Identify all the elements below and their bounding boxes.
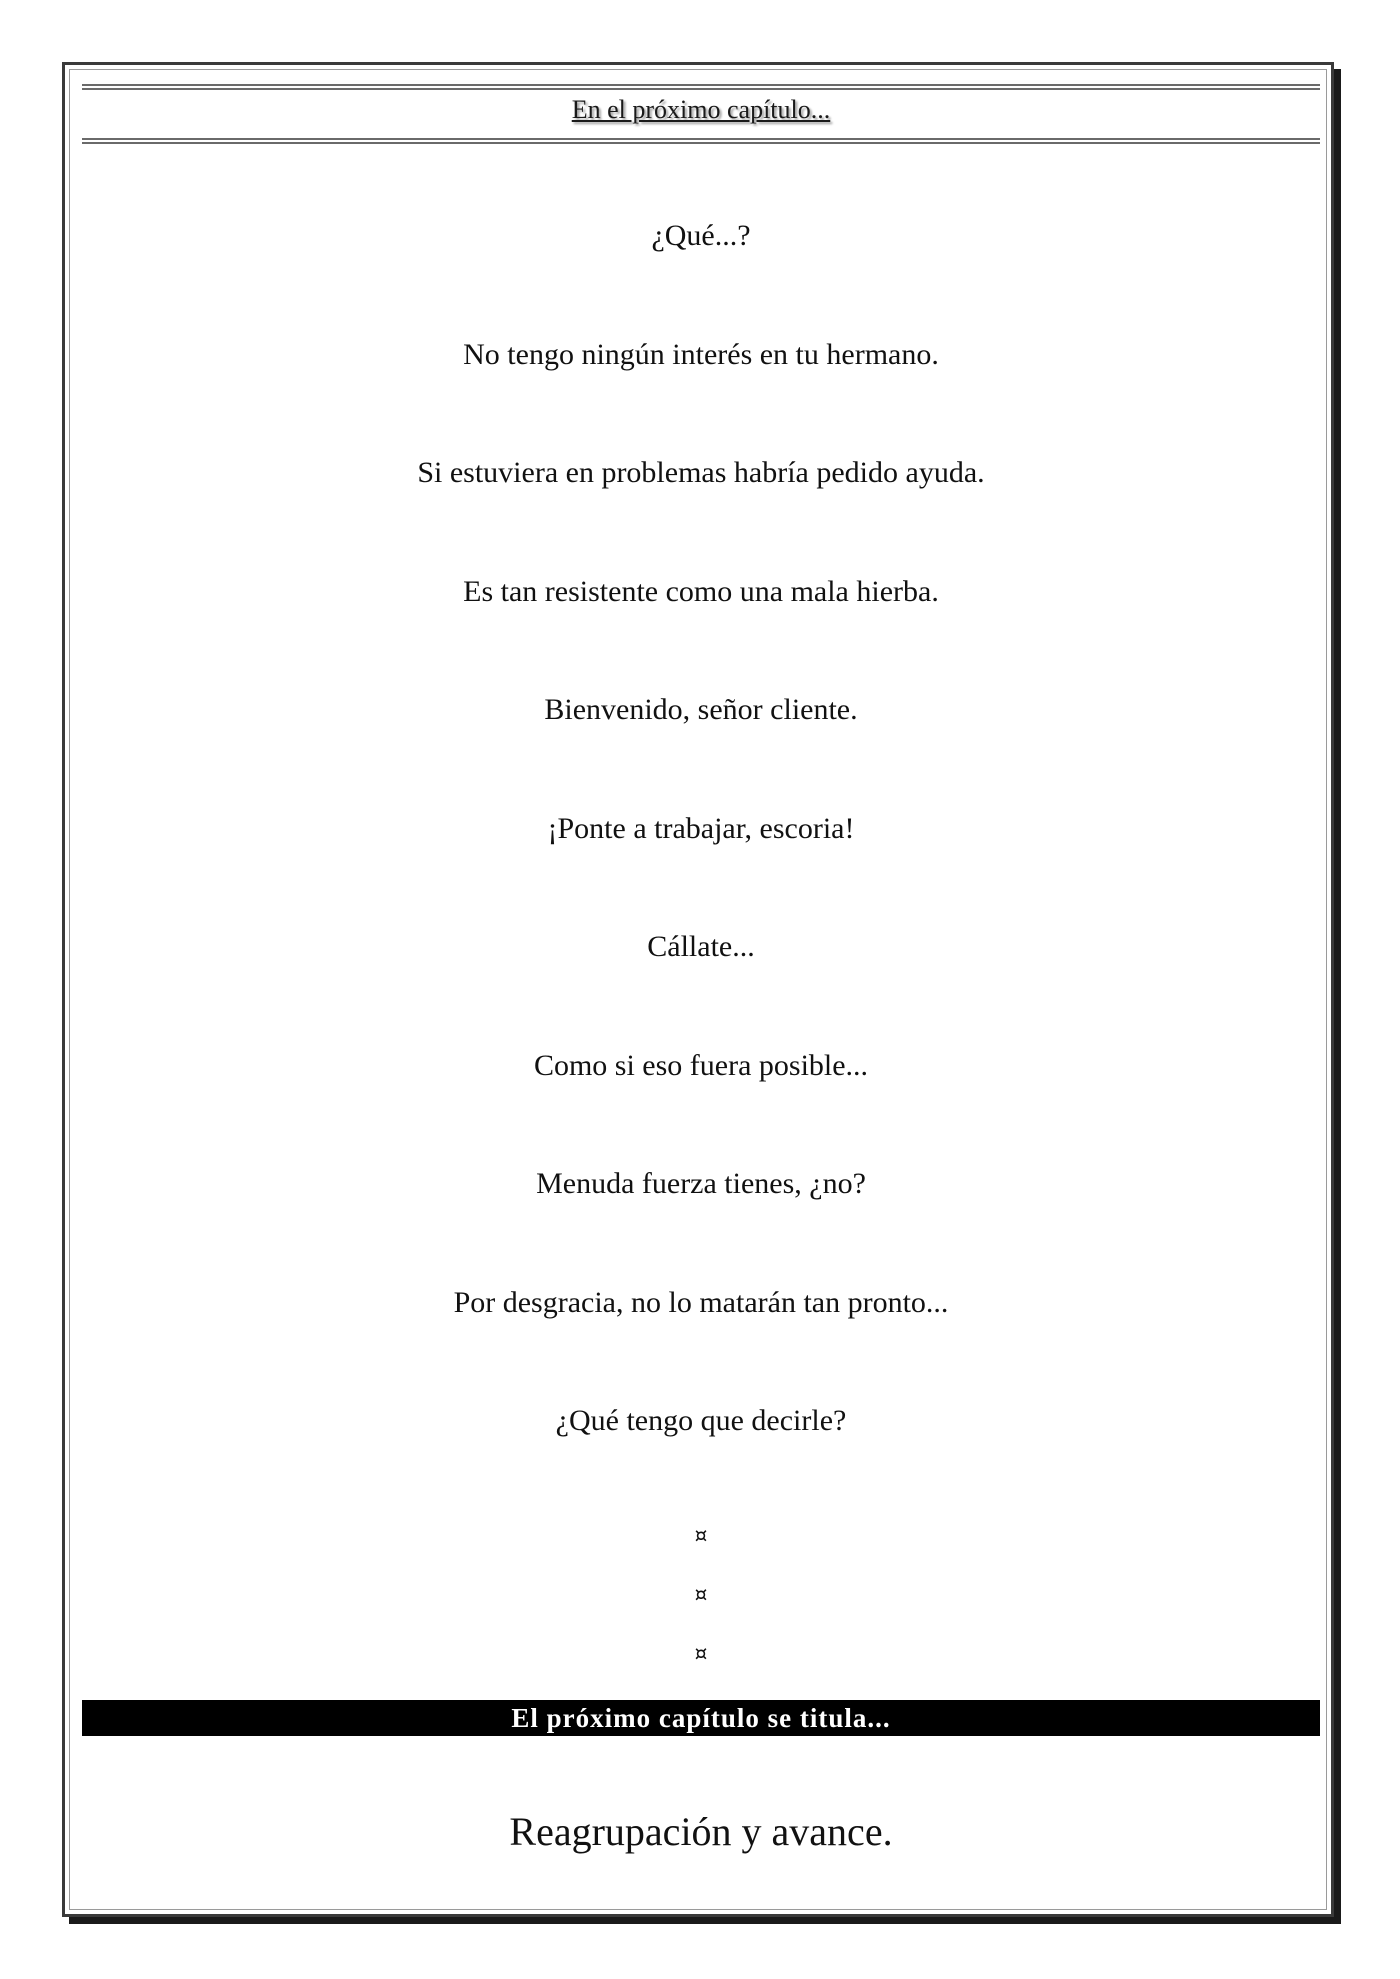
header-bottom-rule	[82, 138, 1320, 144]
preview-line: Cállate...	[647, 930, 755, 963]
ornament-icon: ¤	[694, 1641, 708, 1665]
section-ornaments	[82, 1520, 1320, 1697]
ornament-icon: ¤	[694, 1523, 708, 1547]
preview-line: Por desgracia, no lo matarán tan pronto...	[453, 1285, 949, 1319]
preview-line: ¿Qué tengo que decirle?	[555, 1404, 847, 1437]
preview-line: Si estuviera en problemas habría pedido ayuda.	[417, 456, 985, 489]
next-chapter-title: Reagrupación y avance.	[509, 1809, 893, 1854]
preview-line: Es tan resistente como una mala hierba.	[463, 574, 939, 608]
preview-line: Menuda fuerza tienes, ¿no?	[536, 1167, 866, 1200]
preview-line: Como si eso fuera posible...	[533, 1048, 869, 1082]
preview-line: ¡Ponte a trabajar, escoria!	[547, 811, 855, 845]
ornament-icon: ¤	[694, 1582, 708, 1606]
preview-line: ¿Qué...?	[651, 219, 751, 252]
next-chapter-bar: El próximo capítulo se titula...	[82, 1700, 1320, 1736]
preview-lines	[82, 212, 1320, 1516]
preview-line: No tengo ningún interés en tu hermano.	[463, 337, 939, 371]
header-title: En el próximo capítulo...	[571, 95, 831, 124]
preview-line: Bienvenido, señor cliente.	[544, 693, 858, 726]
header-top-rule	[82, 84, 1320, 90]
